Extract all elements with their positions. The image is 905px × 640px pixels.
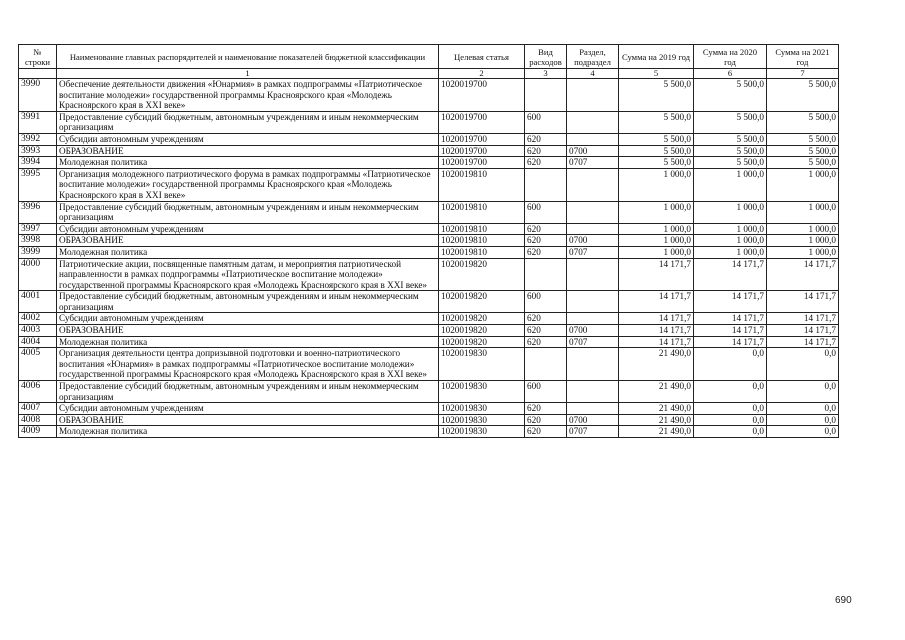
expense-type: [525, 348, 567, 381]
target-article: 1020019700: [439, 145, 525, 157]
target-article: 1020019820: [439, 258, 525, 291]
row-name: Предоставление субсидий бюджетным, автономным учреждениям и иным некоммерческим организациям: [57, 381, 439, 403]
amount-2020: 1 000,0: [694, 223, 767, 235]
row-number: 4000: [19, 258, 57, 291]
section-code: 0700: [567, 145, 619, 157]
amount-2019: 1 000,0: [619, 201, 694, 223]
section-code: [567, 223, 619, 235]
section-code: [567, 348, 619, 381]
section-code: [567, 381, 619, 403]
row-name: Патриотические акции, посвященные памятным датам, и мероприятия патриотической направленности в рамках подпрограммы «Патриотическое воспитание молодежи» государственной программы Красноярского края «Молодежь Красноярского края в XXI веке»: [57, 258, 439, 291]
table-row: [19, 235, 839, 247]
table-row: [19, 325, 839, 337]
amount-2021: 14 171,7: [767, 325, 839, 337]
amount-2021: 5 500,0: [767, 133, 839, 145]
amount-2021: 14 171,7: [767, 313, 839, 325]
section-code: 0707: [567, 157, 619, 169]
header-sum-2019: Сумма на 2019 год: [619, 45, 694, 69]
amount-2019: 21 490,0: [619, 426, 694, 438]
column-number: 2: [439, 69, 525, 79]
amount-2019: 14 171,7: [619, 258, 694, 291]
target-article: 1020019810: [439, 201, 525, 223]
table-row: [19, 313, 839, 325]
column-number: 3: [525, 69, 567, 79]
amount-2021: 0,0: [767, 348, 839, 381]
amount-2019: 5 500,0: [619, 157, 694, 169]
amount-2019: 14 171,7: [619, 325, 694, 337]
section-code: 0707: [567, 336, 619, 348]
section-code: 0707: [567, 246, 619, 258]
amount-2019: 21 490,0: [619, 403, 694, 415]
row-number: 4008: [19, 414, 57, 426]
target-article: 1020019830: [439, 403, 525, 415]
column-number-row: [19, 69, 839, 79]
row-name: Субсидии автономным учреждениям: [57, 403, 439, 415]
target-article: 1020019810: [439, 223, 525, 235]
amount-2020: 5 500,0: [694, 79, 767, 112]
section-code: [567, 201, 619, 223]
row-number: 4001: [19, 291, 57, 313]
amount-2021: 1 000,0: [767, 246, 839, 258]
target-article: 1020019820: [439, 291, 525, 313]
table-row: [19, 348, 839, 381]
amount-2021: 14 171,7: [767, 291, 839, 313]
row-number: 3999: [19, 246, 57, 258]
amount-2019: 5 500,0: [619, 145, 694, 157]
amount-2020: 5 500,0: [694, 133, 767, 145]
expense-type: 620: [525, 235, 567, 247]
section-code: 0707: [567, 426, 619, 438]
amount-2020: 5 500,0: [694, 111, 767, 133]
row-name: ОБРАЗОВАНИЕ: [57, 325, 439, 337]
header-sum-2021: Сумма на 2021 год: [767, 45, 839, 69]
row-number: 4007: [19, 403, 57, 415]
row-number: 3994: [19, 157, 57, 169]
header-name: Наименование главных распорядителей и наименование показателей бюджетной классификации: [57, 45, 439, 69]
section-code: [567, 291, 619, 313]
row-number: 3998: [19, 235, 57, 247]
header-expense-type: Вид расходов: [525, 45, 567, 69]
budget-table: [18, 44, 839, 438]
table-body: [19, 79, 839, 438]
amount-2019: 21 490,0: [619, 348, 694, 381]
amount-2019: 14 171,7: [619, 291, 694, 313]
amount-2021: 0,0: [767, 426, 839, 438]
amount-2021: 1 000,0: [767, 201, 839, 223]
amount-2021: 14 171,7: [767, 336, 839, 348]
amount-2021: 5 500,0: [767, 79, 839, 112]
row-name: Молодежная политика: [57, 246, 439, 258]
expense-type: 600: [525, 111, 567, 133]
amount-2020: 0,0: [694, 414, 767, 426]
target-article: 1020019700: [439, 79, 525, 112]
amount-2021: 0,0: [767, 403, 839, 415]
amount-2021: 5 500,0: [767, 145, 839, 157]
amount-2020: 14 171,7: [694, 325, 767, 337]
table-row: [19, 336, 839, 348]
header-row-no: № строки: [19, 45, 57, 69]
amount-2019: 1 000,0: [619, 235, 694, 247]
table-row: [19, 201, 839, 223]
table-row: [19, 223, 839, 235]
section-code: [567, 168, 619, 201]
row-name: Молодежная политика: [57, 426, 439, 438]
row-name: Предоставление субсидий бюджетным, автономным учреждениям и иным некоммерческим организациям: [57, 291, 439, 313]
amount-2020: 1 000,0: [694, 246, 767, 258]
expense-type: 620: [525, 145, 567, 157]
row-number: 3990: [19, 79, 57, 112]
amount-2021: 1 000,0: [767, 235, 839, 247]
expense-type: 620: [525, 133, 567, 145]
expense-type: 620: [525, 426, 567, 438]
expense-type: 620: [525, 414, 567, 426]
row-name: Молодежная политика: [57, 157, 439, 169]
amount-2021: 1 000,0: [767, 223, 839, 235]
row-name: Предоставление субсидий бюджетным, автономным учреждениям и иным некоммерческим организациям: [57, 111, 439, 133]
amount-2021: 1 000,0: [767, 168, 839, 201]
amount-2019: 5 500,0: [619, 111, 694, 133]
amount-2020: 14 171,7: [694, 258, 767, 291]
target-article: 1020019810: [439, 168, 525, 201]
amount-2019: 21 490,0: [619, 381, 694, 403]
amount-2020: 5 500,0: [694, 157, 767, 169]
expense-type: 620: [525, 336, 567, 348]
row-number: 3991: [19, 111, 57, 133]
row-number: 3993: [19, 145, 57, 157]
row-number: 4006: [19, 381, 57, 403]
header-section: Раздел, подраздел: [567, 45, 619, 69]
row-name: Субсидии автономным учреждениям: [57, 133, 439, 145]
amount-2020: 0,0: [694, 381, 767, 403]
section-code: [567, 258, 619, 291]
target-article: 1020019830: [439, 348, 525, 381]
row-number: 4002: [19, 313, 57, 325]
table-row: [19, 258, 839, 291]
expense-type: 620: [525, 157, 567, 169]
expense-type: 600: [525, 381, 567, 403]
row-name: Обеспечение деятельности движения «Юнармия» в рамках подпрограммы «Патриотическое воспитание молодежи» государственной программы Красноярского края «Молодежь Красноярского края в XXI веке»: [57, 79, 439, 112]
header-sum-2020: Сумма на 2020 год: [694, 45, 767, 69]
table-row: [19, 79, 839, 112]
table-row: [19, 414, 839, 426]
table-row: [19, 426, 839, 438]
amount-2020: 14 171,7: [694, 291, 767, 313]
expense-type: 620: [525, 325, 567, 337]
row-name: Субсидии автономным учреждениям: [57, 223, 439, 235]
table-row: [19, 145, 839, 157]
column-number: 5: [619, 69, 694, 79]
amount-2019: 1 000,0: [619, 223, 694, 235]
column-number: 6: [694, 69, 767, 79]
expense-type: 600: [525, 291, 567, 313]
target-article: 1020019820: [439, 325, 525, 337]
table-row: [19, 111, 839, 133]
amount-2020: 1 000,0: [694, 168, 767, 201]
amount-2021: 0,0: [767, 414, 839, 426]
target-article: 1020019820: [439, 336, 525, 348]
row-number: 4009: [19, 426, 57, 438]
section-code: 0700: [567, 325, 619, 337]
amount-2019: 1 000,0: [619, 168, 694, 201]
row-name: Предоставление субсидий бюджетным, автономным учреждениям и иным некоммерческим организациям: [57, 201, 439, 223]
section-code: 0700: [567, 235, 619, 247]
row-name: ОБРАЗОВАНИЕ: [57, 235, 439, 247]
row-number: 3992: [19, 133, 57, 145]
expense-type: 620: [525, 403, 567, 415]
row-number: 4005: [19, 348, 57, 381]
amount-2020: 14 171,7: [694, 336, 767, 348]
row-name: Организация молодежного патриотического форума в рамках подпрограммы «Патриотическое воспитание молодежи» государственной программы Красноярского края «Молодежь Красноярского края в XXI веке»: [57, 168, 439, 201]
expense-type: [525, 258, 567, 291]
header-row: [19, 45, 839, 69]
target-article: 1020019810: [439, 235, 525, 247]
expense-type: 620: [525, 246, 567, 258]
amount-2019: 14 171,7: [619, 313, 694, 325]
amount-2021: 5 500,0: [767, 111, 839, 133]
row-name: Субсидии автономным учреждениям: [57, 313, 439, 325]
amount-2020: 0,0: [694, 403, 767, 415]
amount-2019: 5 500,0: [619, 79, 694, 112]
column-number: 4: [567, 69, 619, 79]
row-number: 4004: [19, 336, 57, 348]
amount-2019: 5 500,0: [619, 133, 694, 145]
row-name: ОБРАЗОВАНИЕ: [57, 145, 439, 157]
target-article: 1020019700: [439, 133, 525, 145]
target-article: 1020019830: [439, 414, 525, 426]
expense-type: [525, 79, 567, 112]
expense-type: 600: [525, 201, 567, 223]
amount-2020: 0,0: [694, 426, 767, 438]
section-code: [567, 403, 619, 415]
table-row: [19, 133, 839, 145]
row-number: 3995: [19, 168, 57, 201]
section-code: [567, 79, 619, 112]
row-name: ОБРАЗОВАНИЕ: [57, 414, 439, 426]
target-article: 1020019830: [439, 426, 525, 438]
amount-2020: 14 171,7: [694, 313, 767, 325]
amount-2020: 1 000,0: [694, 235, 767, 247]
column-number: [19, 69, 57, 79]
amount-2019: 14 171,7: [619, 336, 694, 348]
section-code: 0700: [567, 414, 619, 426]
table-row: [19, 291, 839, 313]
target-article: 1020019810: [439, 246, 525, 258]
target-article: 1020019700: [439, 157, 525, 169]
header-target: Целевая статья: [439, 45, 525, 69]
page-number: 690: [835, 595, 852, 606]
table-row: [19, 381, 839, 403]
target-article: 1020019700: [439, 111, 525, 133]
amount-2020: 0,0: [694, 348, 767, 381]
amount-2020: 5 500,0: [694, 145, 767, 157]
expense-type: 620: [525, 313, 567, 325]
row-number: 4003: [19, 325, 57, 337]
table-row: [19, 168, 839, 201]
amount-2019: 21 490,0: [619, 414, 694, 426]
expense-type: 620: [525, 223, 567, 235]
table-row: [19, 403, 839, 415]
table-row: [19, 246, 839, 258]
amount-2021: 0,0: [767, 381, 839, 403]
amount-2019: 1 000,0: [619, 246, 694, 258]
amount-2020: 1 000,0: [694, 201, 767, 223]
section-code: [567, 133, 619, 145]
target-article: 1020019830: [439, 381, 525, 403]
target-article: 1020019820: [439, 313, 525, 325]
section-code: [567, 111, 619, 133]
row-number: 3997: [19, 223, 57, 235]
section-code: [567, 313, 619, 325]
row-number: 3996: [19, 201, 57, 223]
amount-2021: 5 500,0: [767, 157, 839, 169]
column-number: 1: [57, 69, 439, 79]
expense-type: [525, 168, 567, 201]
row-name: Организация деятельности центра допризывной подготовки и военно-патриотического воспитания «Юнармия» в рамках подпрограммы «Патриотическое воспитание молодежи» государственной программы Красноярского края «Молодежь Красноярского края в XXI веке»: [57, 348, 439, 381]
column-number: 7: [767, 69, 839, 79]
row-name: Молодежная политика: [57, 336, 439, 348]
table-row: [19, 157, 839, 169]
amount-2021: 14 171,7: [767, 258, 839, 291]
